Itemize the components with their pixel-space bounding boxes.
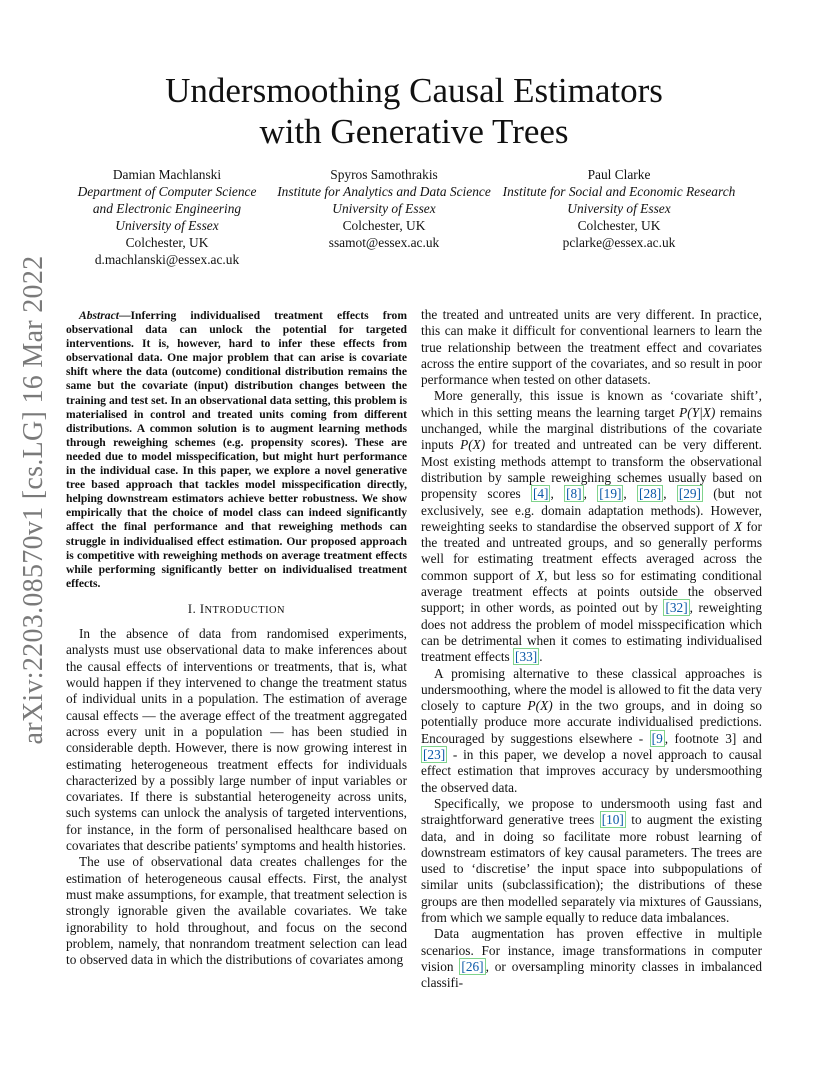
left-column (66, 309, 407, 968)
author-affiliation: University of Essex (567, 201, 671, 216)
author-affiliation: Department of Computer Science (77, 184, 257, 199)
author-block-2 (260, 166, 508, 251)
paragraph: Specifically, we propose to undersmooth using fast and straightforward generative trees [10] to augment the existing data, and in doing so facilitate more robust learning of downstream estimators of key causal parameters. The trees are used to ‘discretise’ the input space into subpopulations of similar units (subclassification); the distributions of these groups are then modelled separately via mixtures of Gaussians, from which we sample equally to reduce data imbalances. (421, 795, 762, 925)
paragraph: The use of observational data creates challenges for the estimation of heterogeneous causal effects. First, the analyst must make assumptions, for example, that treatment selection is strongly ignorable given the available covariates. We take ignorability to hold throughout, and focus on the second problem, namely, that nonrandom treatment selection can lead to observed data in which the distributions of covariates among (66, 854, 407, 968)
author-block-3 (494, 166, 744, 251)
arxiv-identifier (16, 255, 52, 745)
author-name: Spyros Samothrakis (330, 167, 438, 182)
abstract (66, 309, 407, 591)
author-email: d.machlanski@essex.ac.uk (94, 252, 240, 267)
arxiv-id-text: arXiv:2203.08570v1 [cs.LG] 16 Mar 2022 (18, 255, 49, 745)
citation-link[interactable]: [8] (566, 486, 582, 502)
author-location: Colchester, UK (577, 218, 661, 233)
citation-link[interactable]: [29] (678, 486, 701, 502)
author-affiliation: University of Essex (332, 201, 436, 216)
author-name: Paul Clarke (587, 167, 651, 182)
paragraph: More generally, this issue is known as ‘covariate shift’, which in this setting means the learning target P(Y|X) remains unchanged, while the marginal distributions of the covariate inputs P(X) for treated and untreated can be very different. Most existing methods attempt to transform the observational distribution by sample reweighing schemes usually based on propensity scores [4] , [8] , [19] , [28] , [29] (but not exclusively, see e.g. domain adaptation methods). However, reweighting seeks to standardise the observed support of X for the treated and untreated groups, and so generally performs well for estimating treatment effects averaged across the common support of X, but less so for estimating conditional average treatment effects at points outside the observed support; in other words, as pointed out by [32] , reweighting does not address the problem of model misspecification which can be detrimental when it comes to estimating individualised treatment effects [33] . (421, 388, 762, 665)
author-affiliation: University of Essex (115, 218, 219, 233)
right-column (421, 307, 762, 991)
title-line-1: Undersmoothing Causal Estimators (165, 71, 663, 110)
citation-link[interactable]: [4] (532, 486, 549, 502)
author-location: Colchester, UK (125, 235, 209, 250)
author-location: Colchester, UK (342, 218, 426, 233)
paragraph: In the absence of data from randomised experiments, analysts must use observational data to make inferences about the causal effects of interventions or treatments, that is, what would happen if they intervened to change the treatment status of individual units in a population. The estimation of average causal effects — the average effect of the treatment aggregated across every unit in a population — has been studied in considerable depth. However, there is now growing interest in estimating heterogeneous treatment effects for individuals characterized by a possibly large number of input variables or covariates. If there is substantial heterogeneity across units, such systems can unlock the analysis of targeted interventions, for instance, in the form of personalised healthcare based on covariates that describe patients' symptoms and health histories. (66, 626, 407, 854)
citation-link[interactable]: [9 (651, 730, 663, 746)
author-affiliation: Institute for Social and Economic Research (502, 184, 736, 199)
citation-link[interactable]: [23] (423, 747, 446, 763)
section-heading: I. INTRODUCTION (187, 601, 286, 616)
author-email: pclarke@essex.ac.uk (562, 235, 676, 250)
citation-link[interactable]: [10] (601, 812, 624, 828)
citation-link[interactable]: [32] (665, 600, 688, 616)
title-line-2: with Generative Trees (259, 112, 569, 151)
author-email: ssamot@essex.ac.uk (328, 235, 440, 250)
paper-title (0, 70, 828, 152)
author-block-1 (42, 166, 292, 268)
abstract-lead: Abstract (79, 309, 119, 322)
author-name: Damian Machlanski (112, 167, 222, 182)
citation-link[interactable]: [33] (515, 649, 538, 665)
citation-link[interactable]: [28] (639, 486, 662, 502)
citation-link[interactable]: [26] (461, 958, 484, 974)
abstract-text: —Inferring individualised treatment effects from observational data can unlock the potential for targeted interventions. It is, however, hard to infer these effects from observational data. One major problem that can arise is covariate shift where the data (outcome) conditional distribution remains the same but the covariate (input) distribution changes between the training and test set. In an observational data setting, this problem is materialised in control and treated units coming from different distributions. A common solution is to augment learning methods through reweighing schemes (e.g. propensity scores). These are needed due to model misspecification, but might hurt performance in the individual case. In this paper, we explore a novel generative tree based approach that tackles model misspecification directly, helping downstream estimators achieve better robustness. We show empirically that the choice of model class can indeed significantly affect the final performance and that reweighing methods can struggle in individualised effect estimation. Our proposed approach is competitive with reweighing methods on average treatment effects while performing significantly better on individualised treatment effects. (66, 309, 407, 590)
paragraph: the treated and untreated units are very different. In practice, this can make it difficult for conventional learners to learn the true relationship between the treatment effect and covariates across the entire support of the covariates, and so result in poor performance when tested on other datasets. (421, 307, 762, 388)
paragraph: A promising alternative to these classical approaches is undersmoothing, where the model is allowed to fit the data very closely to capture P(X) in the two groups, and in doing so potentially produce more accurate individualised predictions. Encouraged by suggestions elsewhere - [9 , footnote 3] and [23] - in this paper, we develop a novel approach to causal effect estimation that improves accuracy by undersmoothing the observed data. (421, 665, 762, 795)
author-affiliation: Institute for Analytics and Data Science (277, 184, 491, 199)
citation-link[interactable]: [19] (599, 486, 622, 502)
author-affiliation: and Electronic Engineering (92, 201, 242, 216)
paragraph: Data augmentation has proven effective in multiple scenarios. For instance, image transformations in computer vision [26] , or oversampling minority classes in imbalanced classifi- (421, 926, 762, 991)
